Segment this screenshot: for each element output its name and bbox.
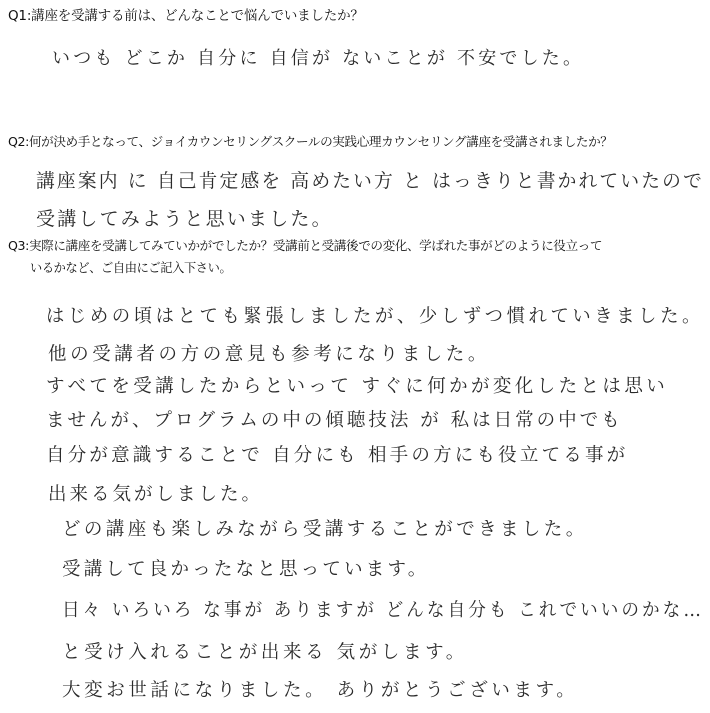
- answer-3-line: すべてを受講したからといって すぐに何かが変化したとは思い: [46, 376, 669, 397]
- answer-3-line: と受け入れることが出来る 気がします。: [62, 642, 468, 663]
- answer-2-line: 講座案内 に 自己肯定感を 高めたい方 と はっきりと書かれていたので: [36, 170, 704, 192]
- answer-3-line: はじめの頃はとても緊張しましたが、少しずつ慣れていきました。: [46, 306, 704, 327]
- question-3-label-line2: いるかなど、ご自由にご記入下さい。: [30, 260, 232, 275]
- answer-3-line: ませんが、プログラムの中の傾聴技法 が 私は日常の中でも: [46, 410, 623, 431]
- question-1-label: Q1:講座を受講する前は、どんなことで悩んでいましたか？: [8, 8, 364, 24]
- answer-3-line: 大変お世話になりました。 ありがとうございます。: [62, 680, 579, 701]
- answer-3-line: 出来る気がしました。: [48, 484, 264, 505]
- answer-3-line: 自分が意識することで 自分にも 相手の方にも役立てる事が: [46, 445, 629, 466]
- answer-3-line: 他の受講者の方の意見も参考になりました。: [48, 344, 491, 365]
- answer-3-line: 日々 いろいろ な事が ありますが どんな自分も これでいいのかな…: [62, 600, 704, 621]
- question-3-label-line1: Q3:実際に講座を受講してみていかがでしたか？受講前と受講後での変化、学ばれた事がどのように役立って: [8, 238, 603, 253]
- answer-1-line: いつも どこか 自分に 自信が ないことが 不安でした。: [52, 48, 585, 69]
- question-2-label: Q2:何が決め手となって、ジョイカウンセリングスクールの実践心理カウンセリング講座を受講されましたか？: [8, 134, 613, 149]
- answer-3-line: どの講座も楽しみながら受講することができました。: [62, 519, 588, 540]
- answer-2-line: 受講してみようと思いました。: [36, 208, 333, 230]
- answer-3-line: 受講して良かったなと思っています。: [62, 559, 430, 580]
